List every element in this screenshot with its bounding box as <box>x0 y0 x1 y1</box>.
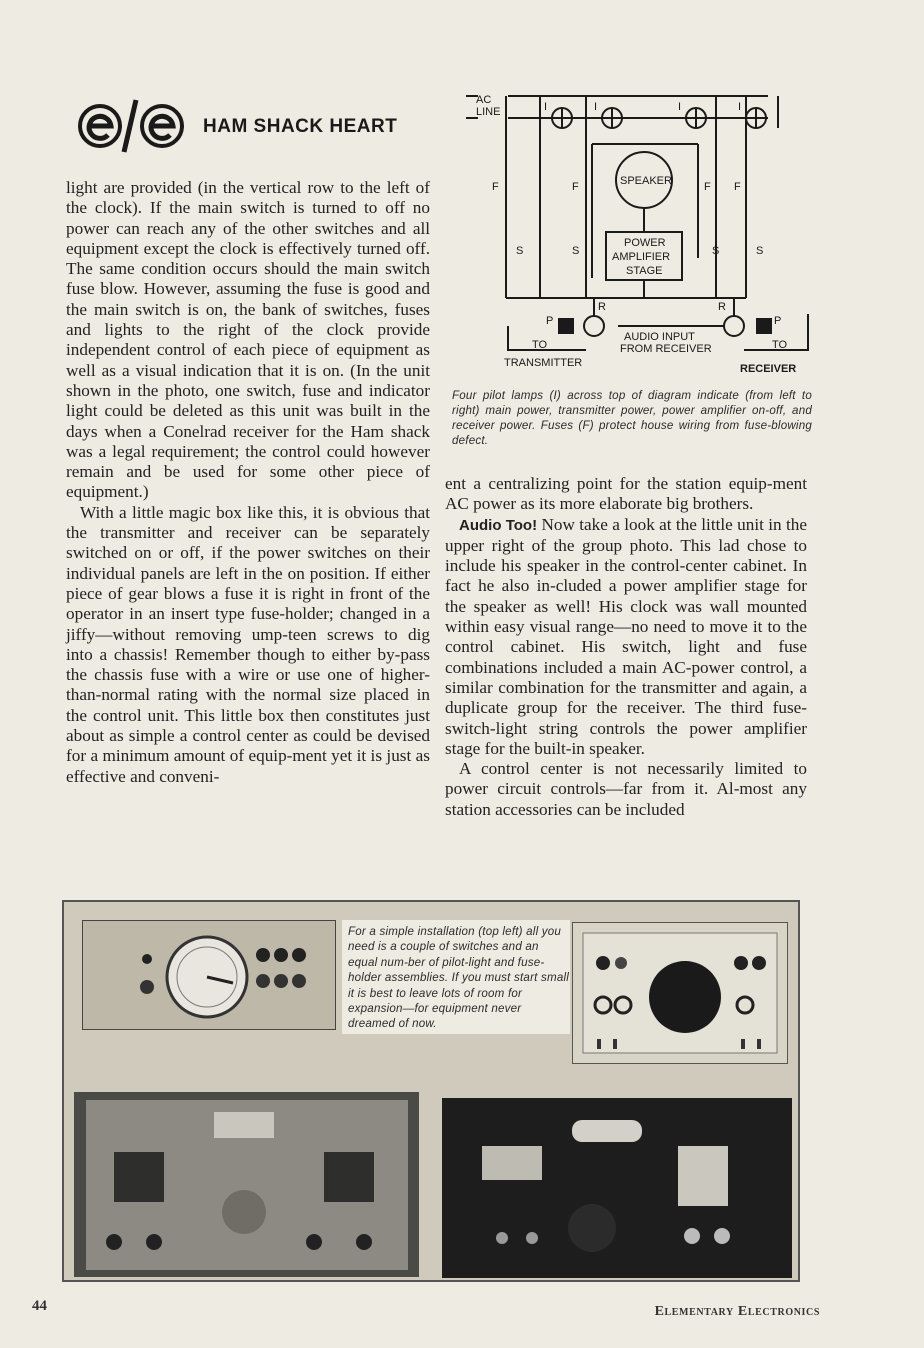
svg-text:S: S <box>712 245 720 257</box>
svg-text:F: F <box>734 181 741 193</box>
receiver-label: RECEIVER <box>740 363 797 375</box>
photo-speaker-control-unit <box>572 922 788 1064</box>
ee-logo <box>78 94 186 158</box>
transmitter-label: TRANSMITTER <box>504 357 583 369</box>
fuse-label: F <box>492 181 499 193</box>
svg-text:F: F <box>572 181 579 193</box>
photo-caption: For a simple installation (top left) all you need is a couple of switches and an equal num-ber of pilot-light and fuse-holder assemblies. If you must start small it is best to leave lots of room for expansion—for equipment never dreamed of now. <box>342 920 570 1034</box>
svg-text:I: I <box>678 101 682 113</box>
svg-text:F: F <box>704 181 711 193</box>
svg-text:I: I <box>594 101 598 113</box>
svg-text:TO: TO <box>532 339 548 351</box>
audio-input-label: AUDIO INPUT <box>624 331 695 343</box>
magazine-name: Elementary Electronics <box>654 1304 820 1319</box>
photo-simple-control-box <box>82 920 336 1030</box>
switch-label: S <box>516 245 524 257</box>
schematic-diagram <box>448 88 816 380</box>
plug-label: P <box>546 315 554 327</box>
svg-text:P: P <box>774 315 782 327</box>
speaker-label: SPEAKER <box>620 175 672 187</box>
page-number: 44 <box>32 1298 47 1314</box>
paragraph: Audio Too! Now take a look at the little unit in the upper right of the group photo. This lad chose to include his speaker in the control-center cabinet. In fact he also in-cluded a power amplifier stage for the speaker as well! His clock was wall mounted within easy visual range—no need to move it to the control cabinet. His switch, light and fuse combinations included a main AC-power control, a similar combination for the transmitter and again, a duplicate group for the receiver. The third fuse-switch-light string controls the power amplifier stage for the built-in speaker. <box>445 514 807 758</box>
paragraph: ent a centralizing point for the station equip-ment AC power as its more elaborate big brothers. <box>445 474 807 514</box>
svg-text:S: S <box>572 245 580 257</box>
svg-text:STAGE: STAGE <box>626 265 663 277</box>
svg-text:TO: TO <box>772 339 788 351</box>
svg-text:I: I <box>738 101 742 113</box>
paragraph: A control center is not necessarily limited to power circuit controls—far from it. Al-most any station accessories can be included <box>445 759 807 819</box>
pilot-lamp <box>552 108 572 128</box>
subheading: Audio Too! <box>459 516 538 534</box>
lamp-label: I <box>544 101 548 113</box>
svg-text:POWER: POWER <box>624 237 666 249</box>
photo-cabinet-control-unit <box>442 1098 792 1278</box>
diagram-caption: Four pilot lamps (I) across top of diagram indicate (from left to right) main power, transmitter power, power amplifier on-off, and receiver power. Fuses (F) protect house wiring from fuse-blowing defect. <box>452 389 812 447</box>
svg-text:S: S <box>756 245 764 257</box>
svg-text:LINE: LINE <box>476 106 501 118</box>
svg-text:FROM RECEIVER: FROM RECEIVER <box>620 343 712 355</box>
photo-large-control-panel <box>74 1092 419 1277</box>
svg-text:AMPLIFIER: AMPLIFIER <box>612 251 671 263</box>
ac-line-label: AC <box>476 94 492 106</box>
photo-group <box>62 900 800 1282</box>
right-text-column <box>445 474 807 820</box>
paragraph: With a little magic box like this, it is obvious that the transmitter and receiver can be separately switched on or off, if the power switches on their individual panels are left in the on position. If either piece of gear blows a fuse it is right in front of the operator in an insert type fuse-holder; changed in a jiffy—without removing ump-teen screws to dig into a chassis! Remember though to either by-pass the chassis fuse with a wire or use one of higher-than-normal rating with the normal size placed in the control unit. This little box then constitutes just about as simple a control center as could be devised for a minimum amount of equip-ment yet it is just as effective and conveni- <box>66 502 430 786</box>
paragraph: light are provided (in the vertical row to the left of the clock). If the main switch is turned to off no power can reach any of the other switches and all equipment except the clock is effectively turned off. The same condition occurs should the main switch fuse blow. However, assuming the fuse is good and the main switch is on, the bank of switches, fuses and lights to the right of the clock provide independent control of each piece of equipment as well as a visual indication that it is on. (In the unit shown in the photo, one switch, fuse and indicator light could be deleted as this unit was built in the days when a Conelrad receiver for the Ham shack was a legal requirement; the control could however remain and be used for some other piece of equipment.) <box>66 178 430 502</box>
svg-text:R: R <box>718 301 726 313</box>
left-text-column <box>66 178 430 787</box>
article-title: HAM SHACK HEART <box>203 116 398 137</box>
receptacle-label: R <box>598 301 606 313</box>
